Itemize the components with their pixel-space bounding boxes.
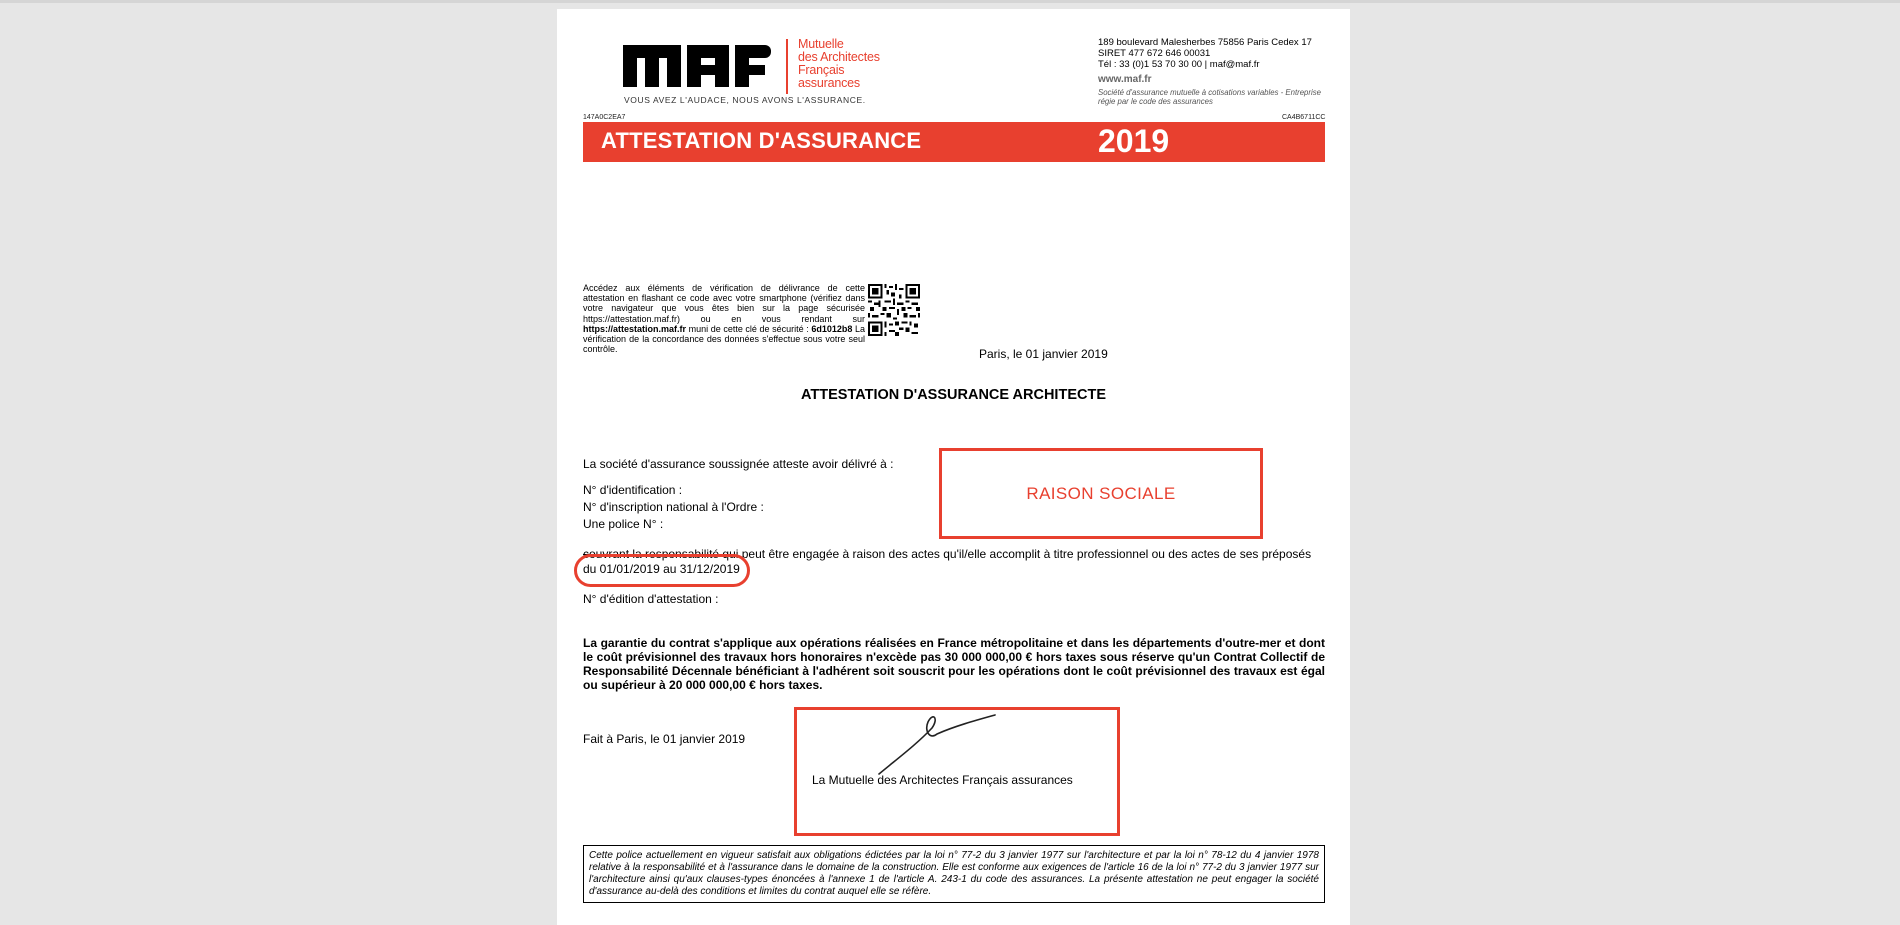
company-info <box>1098 37 1323 106</box>
qr-code-icon[interactable] <box>868 284 920 336</box>
document-code-right: CA4B6711CC <box>1282 114 1326 121</box>
coverage-struck-text: couvrant la responsabilité <box>583 547 720 561</box>
verification-url: https://attestation.maf.fr <box>583 323 687 334</box>
company-legal-note: Société d'assurance mutuelle à cotisations variables - Entreprise régie par le code des assurances <box>1098 88 1321 106</box>
ident-label: N° d'identification : <box>583 483 683 497</box>
logo-line: Français <box>798 63 845 77</box>
period-highlight-oval <box>574 554 750 587</box>
verification-text-2: muni de cette clé de sécurité : <box>686 323 812 334</box>
coverage-rest-text: qui peut être engagée à raison des actes qu'il/elle accomplit à titre professionnel ou des actes de ses préposés <box>719 547 1312 561</box>
company-contact: Tél : 33 (0)1 53 70 30 00 | maf@maf.fr <box>1098 59 1260 70</box>
maf-logo-icon <box>623 39 773 94</box>
logo-line: Mutuelle <box>798 37 844 51</box>
signature-icon <box>877 714 997 780</box>
document-code-left: 147A0C2EA7 <box>583 114 626 121</box>
logo-line: assurances <box>798 76 860 90</box>
coverage-period: du 01/01/2019 au 31/12/2019 <box>583 562 740 576</box>
band-title: ATTESTATION D'ASSURANCE <box>601 128 922 153</box>
verification-text <box>583 283 865 354</box>
company-address: 189 boulevard Malesherbes 75856 Paris Cedex 17 <box>1098 37 1312 48</box>
intro-text: La société d'assurance soussignée atteste avoir délivré à : <box>583 457 894 471</box>
guarantee-text: La garantie du contrat s'applique aux opérations réalisées en France métropolitaine et dans les départements d'outre-mer et dont le coût prévisionnel des travaux hors honoraires n'excède pas 30 000 000,00 € hors taxes sous réserve qu'un Contrat Collectif de Responsabilité Décennale bénéficiant à l'adhérent soit souscrit pour les opérations dont le coût prévisionnel des travaux est égal ou supérieur à 20 000 000,00 € hors taxes. <box>583 636 1325 692</box>
verification-key: 6d1012b8 <box>811 323 853 334</box>
band-year: 2019 <box>1098 123 1170 159</box>
police-label: Une police N° : <box>583 517 664 531</box>
document-page <box>557 9 1350 925</box>
edition-label: N° d'édition d'attestation : <box>583 592 719 606</box>
verification-text-1: Accédez aux éléments de vérification de délivrance de cette attestation en flashant ce code avec votre smartphone (vérifiez dans votre navigateur que vous êtes bien sur la page sécurisée https://attestation.maf.fr) ou en vous rendant sur <box>583 283 865 324</box>
logo-divider <box>786 39 788 94</box>
company-siret: SIRET 477 672 646 00031 <box>1098 48 1211 59</box>
ordre-label: N° d'inscription national à l'Ordre : <box>583 500 764 514</box>
logo-line: des Architectes <box>798 50 880 64</box>
place-date: Paris, le 01 janvier 2019 <box>979 347 1108 361</box>
signature-place-date: Fait à Paris, le 01 janvier 2019 <box>583 732 746 746</box>
logo-brand-text <box>798 38 880 90</box>
raison-sociale-text: RAISON SOCIALE <box>1026 484 1176 503</box>
signatory-name: La Mutuelle des Architectes Français assurances <box>812 773 1073 787</box>
viewer-top-border <box>0 0 1900 3</box>
legal-notice: Cette police actuellement en vigueur satisfait aux obligations édictées par la loi n° 77-2 du 3 janvier 1977 sur l'architecture et par la loi n° 78-12 du 4 janvier 1978 relative à la responsabilité et à l'assurance dans le domaine de la construction. Elle est conforme aux exigences de l'article 16 de la loi n° 77-2 du 3 janvier 1977 sur l'architecture ainsi qu'aux clauses-types énoncées à l'annexe 1 de l'article A. 243-1 du code des assurances. La présente attestation ne peut engager la société d'assurance au-delà des conditions et limites du contrat auquel elle se réfère. <box>583 845 1325 903</box>
company-website: www.maf.fr <box>1098 74 1152 85</box>
logo-tagline: VOUS AVEZ L'AUDACE, NOUS AVONS L'ASSURANCE. <box>624 95 866 105</box>
verification-text-3: La vérification de la concordance des données s'effectue sous votre seul contrôle. <box>583 323 865 355</box>
document-title: ATTESTATION D'ASSURANCE ARCHITECTE <box>801 387 1106 403</box>
